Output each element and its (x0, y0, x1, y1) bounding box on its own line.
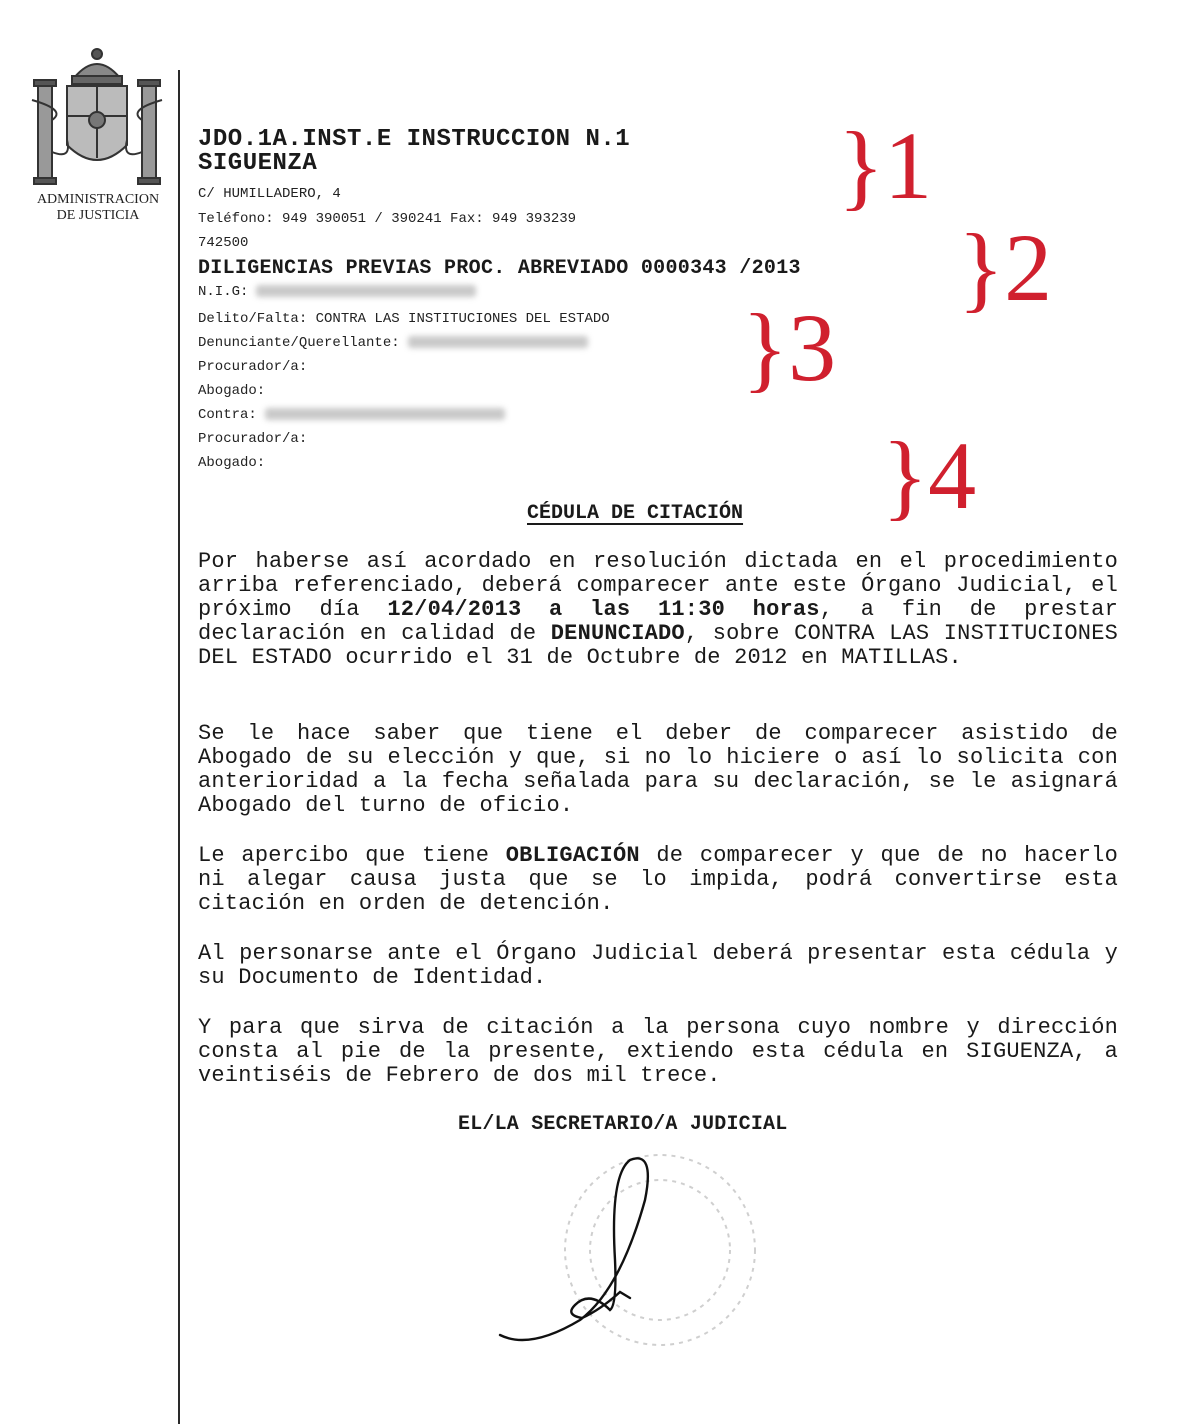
crest-label (20, 192, 176, 224)
obligation-bold: OBLIGACIÓN (505, 843, 640, 868)
document-title: CÉDULA DE CITACIÓN (527, 502, 744, 525)
complainant-label: Denunciante/Querellante: (198, 335, 400, 351)
against-row (198, 407, 505, 423)
annotation-brace-1: }1 (838, 112, 933, 219)
annotation-brace-2: }2 (958, 214, 1053, 321)
nig-label: N.I.G: (198, 284, 249, 300)
paragraph-closing: Y para que sirva de citación a la persona cuyo nombre y dirección consta al pie de la presente, extiendo esta cédula en SIGUENZA, a veintiséis de Febrero de dos mil trece. (198, 1015, 1118, 1088)
against-label: Contra: (198, 407, 257, 423)
paragraph-identity: Al personarse ante el Órgano Judicial deberá presentar esta cédula y su Documento de Identidad. (198, 941, 1118, 990)
secretary-title: EL/LA SECRETARIO/A JUDICIAL (458, 1113, 788, 1136)
court-city: SIGUENZA (198, 150, 318, 177)
nig-row (198, 284, 476, 300)
lawyer-label-2: Abogado: (198, 455, 266, 471)
annotation-brace-4: }4 (882, 422, 977, 529)
paragraph-summons (198, 550, 1118, 670)
procurator-label-1: Procurador/a: (198, 359, 308, 375)
procurator-label-2: Procurador/a: (198, 431, 308, 447)
redacted-complainant (408, 336, 588, 348)
signature-and-stamp (490, 1140, 770, 1380)
court-name: JDO.1A.INST.E INSTRUCCION N.1 (198, 126, 631, 153)
annotation-brace-3: }3 (742, 294, 837, 401)
crest-label-line-2: DE JUSTICIA (56, 208, 140, 223)
complainant-row (198, 335, 588, 351)
court-code: 742500 (198, 235, 249, 251)
paragraph-lawyer-notice: Se le hace saber que tiene el deber de comparecer asistido de Abogado de su elección y que, si no lo hiciere o así lo solicita con anterioridad a la fecha señalada para su declaración, se le asignará Abogado del turno de oficio. (198, 721, 1118, 818)
offense-label: Delito/Falta: (198, 311, 308, 327)
obligation-text-a: Le apercibo que tiene (198, 843, 506, 868)
paragraph-obligation (198, 844, 1118, 916)
summons-text-b: , a fin de prestar declaración en calidad de (198, 597, 1118, 646)
offense-row (198, 311, 610, 327)
redacted-nig (256, 285, 476, 297)
court-address: C/ HUMILLADERO, 4 (198, 186, 341, 202)
summons-role: DENUNCIADO (550, 621, 685, 646)
offense-value: CONTRA LAS INSTITUCIONES DEL ESTADO (315, 311, 610, 327)
redacted-accused (265, 408, 505, 420)
obligation-text-b: de comparecer y que de no hacerlo ni alegar causa justa que se lo impida, podrá convertirse esta citación en orden de detención. (198, 843, 1118, 916)
summons-date: 12/04/2013 a las 11:30 horas (387, 597, 820, 622)
coat-of-arms-icon (22, 40, 172, 190)
summons-text-c: , sobre CONTRA LAS INSTITUCIONES DEL ESTADO ocurrido el 31 de Octubre de 2012 en MATILLAS. (198, 621, 1118, 670)
court-phone: Teléfono: 949 390051 / 390241 Fax: 949 393239 (198, 211, 577, 227)
summons-text-a: Por haberse así acordado en resolución dictada en el procedimiento arriba referenciado, deberá comparecer ante este Órgano Judicial, el próximo día (198, 549, 1118, 622)
crest-label-line-1: ADMINISTRACION (36, 192, 160, 207)
proceeding-title: DILIGENCIAS PREVIAS PROC. ABREVIADO 0000343 /2013 (198, 257, 801, 280)
lawyer-label-1: Abogado: (198, 383, 266, 399)
margin-rule (178, 70, 180, 1424)
